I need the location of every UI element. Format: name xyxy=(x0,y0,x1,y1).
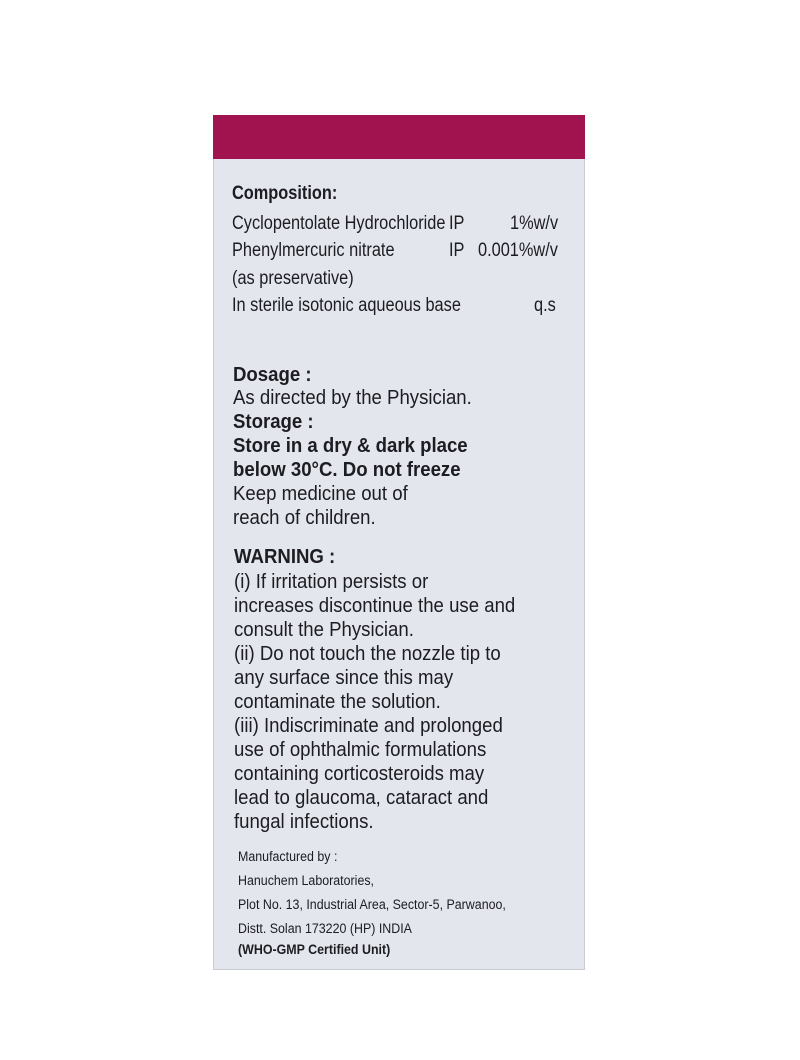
base-description: In sterile isotonic aqueous base xyxy=(232,295,461,316)
ingredient-name: Cyclopentolate Hydrochloride xyxy=(232,213,446,234)
storage-line: below 30°C. Do not freeze xyxy=(233,459,461,481)
medicine-label xyxy=(213,115,585,970)
manufacturer-address: Plot No. 13, Industrial Area, Sector-5, Parwanoo, xyxy=(238,897,506,912)
warning-heading: WARNING : xyxy=(234,546,336,568)
ingredient-name: Phenylmercuric nitrate xyxy=(232,240,395,261)
warning-line: (i) If irritation persists or xyxy=(234,571,429,593)
dosage-text: As directed by the Physician. xyxy=(233,387,472,409)
preservative-note: (as preservative) xyxy=(232,268,354,289)
warning-line: fungal infections. xyxy=(234,811,374,833)
warning-line: consult the Physician. xyxy=(234,619,414,641)
warning-line: (ii) Do not touch the nozzle tip to xyxy=(234,643,501,665)
manufacturer-name: Hanuchem Laboratories, xyxy=(238,873,375,888)
manufacturer-label: Manufactured by : xyxy=(238,849,338,864)
storage-heading: Storage : xyxy=(233,411,314,433)
warning-line: containing corticosteroids may xyxy=(234,763,485,785)
ingredient-standard: IP xyxy=(449,240,465,261)
warning-line: any surface since this may xyxy=(234,667,454,689)
composition-heading: Composition: xyxy=(232,183,338,204)
warning-line: (iii) Indiscriminate and prolonged xyxy=(234,715,503,737)
certification-text: (WHO-GMP Certified Unit) xyxy=(238,942,391,957)
ingredient-amount: 1%w/v xyxy=(510,213,559,234)
warning-line: increases discontinue the use and xyxy=(234,595,516,617)
ingredient-standard: IP xyxy=(449,213,465,234)
warning-line: lead to glaucoma, cataract and xyxy=(234,787,489,809)
dosage-heading: Dosage : xyxy=(233,364,312,386)
storage-line: reach of children. xyxy=(233,507,376,529)
storage-line: Store in a dry & dark place xyxy=(233,435,468,457)
storage-line: Keep medicine out of xyxy=(233,483,408,505)
top-color-band xyxy=(213,115,585,159)
warning-line: contaminate the solution. xyxy=(234,691,441,713)
ingredient-amount: 0.001%w/v xyxy=(478,240,558,261)
warning-line: use of ophthalmic formulations xyxy=(234,739,487,761)
manufacturer-address: Distt. Solan 173220 (HP) INDIA xyxy=(238,921,412,936)
base-amount: q.s xyxy=(534,295,556,316)
